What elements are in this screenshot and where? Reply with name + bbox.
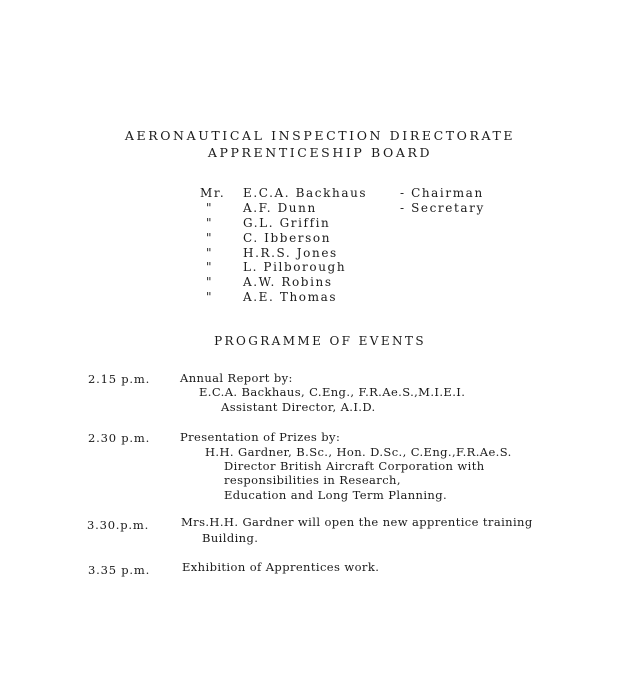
member-title: Mr.: [200, 186, 226, 200]
member-title: ": [206, 290, 214, 304]
member-title: ": [206, 260, 214, 274]
event-detail: Education and Long Term Planning.: [224, 488, 448, 502]
event-time: 2.15 p.m.: [88, 372, 151, 386]
event-detail: E.C.A. Backhaus, C.Eng., F.R.Ae.S.,M.I.E.I.: [199, 385, 466, 399]
member-name: G.L. Griffin: [243, 216, 331, 230]
member-name: A.F. Dunn: [243, 201, 317, 215]
member-name: H.R.S. Jones: [243, 246, 338, 260]
member-title: ": [206, 275, 214, 289]
header-line-2: APPRENTICESHIP BOARD: [207, 145, 433, 160]
event-detail: responsibilities in Research,: [224, 473, 401, 487]
event-time: 3.35 p.m.: [88, 563, 151, 577]
member-title: ": [206, 201, 214, 215]
member-title: ": [206, 246, 214, 260]
member-title: ": [206, 231, 214, 245]
member-name: E.C.A. Backhaus: [243, 186, 368, 200]
member-role: - Secretary: [400, 201, 485, 215]
header-line-1: AERONAUTICAL INSPECTION DIRECTORATE: [124, 128, 516, 143]
event-time: 3.30.p.m.: [87, 518, 150, 532]
member-name: A.W. Robins: [243, 275, 333, 289]
event-detail: Director British Aircraft Corporation with: [224, 459, 485, 473]
event-heading: Annual Report by:: [180, 371, 293, 385]
member-name: L. Pilborough: [243, 260, 347, 274]
event-heading: Exhibition of Apprentices work.: [182, 560, 380, 574]
programme-title: PROGRAMME OF EVENTS: [214, 334, 426, 348]
member-role: - Chairman: [400, 186, 484, 200]
event-detail: Assistant Director, A.I.D.: [221, 400, 376, 414]
member-name: A.E. Thomas: [243, 290, 338, 304]
member-name: C. Ibberson: [243, 231, 332, 245]
event-heading: Presentation of Prizes by:: [180, 430, 341, 444]
event-heading: Mrs.H.H. Gardner will open the new apprentice training: [181, 515, 533, 529]
event-detail: Building.: [202, 531, 259, 545]
event-time: 2.30 p.m.: [88, 431, 151, 445]
member-title: ": [206, 216, 214, 230]
event-detail: H.H. Gardner, B.Sc., Hon. D.Sc., C.Eng.,F.R.Ae.S.: [205, 445, 512, 459]
